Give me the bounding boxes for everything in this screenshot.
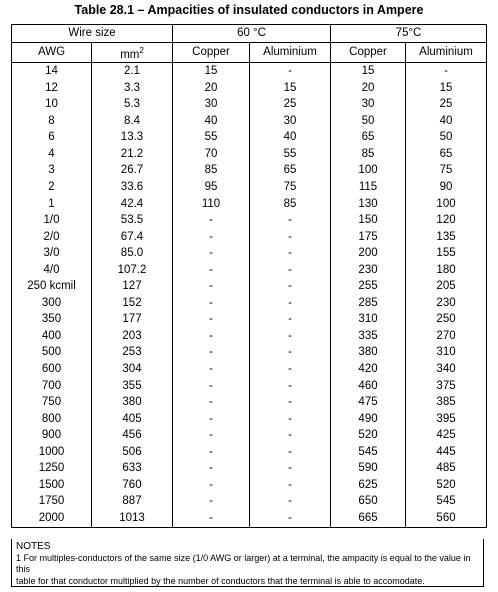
cell-copper-60: 70	[173, 146, 250, 163]
cell-aluminium-75: 90	[406, 179, 487, 196]
cell-copper-60: -	[173, 262, 250, 279]
cell-awg: 2	[12, 179, 92, 196]
cell-aluminium-60: 85	[250, 196, 331, 213]
table-row	[12, 444, 487, 461]
cell-copper-75: 230	[331, 262, 406, 279]
table-row	[12, 378, 487, 395]
cell-awg: 1750	[12, 494, 92, 511]
table-row	[12, 328, 487, 345]
cell-aluminium-75: 155	[406, 245, 487, 262]
cell-copper-60: -	[173, 494, 250, 511]
cell-aluminium-60: 75	[250, 179, 331, 196]
cell-mm2: 152	[92, 295, 173, 312]
cell-copper-75: 420	[331, 361, 406, 378]
cell-mm2: 67.4	[92, 229, 173, 246]
cell-copper-60: 30	[173, 97, 250, 114]
cell-aluminium-60: -	[250, 494, 331, 511]
cell-aluminium-75: 340	[406, 361, 487, 378]
cell-mm2: 21.2	[92, 146, 173, 163]
cell-aluminium-60: -	[250, 229, 331, 246]
cell-aluminium-75: 100	[406, 196, 487, 213]
cell-mm2: 887	[92, 494, 173, 511]
cell-mm2: 203	[92, 328, 173, 345]
notes-line-2: table for that conductor multiplied by the number of conductors that the terminal is able to accomodate.	[16, 575, 425, 586]
cell-aluminium-75: 120	[406, 212, 487, 229]
cell-awg: 6	[12, 130, 92, 147]
table-row	[12, 229, 487, 246]
cell-copper-75: 460	[331, 378, 406, 395]
notes-box	[11, 539, 484, 587]
cell-copper-75: 30	[331, 97, 406, 114]
table-row	[12, 212, 487, 229]
cell-awg: 3/0	[12, 245, 92, 262]
cell-aluminium-75: 180	[406, 262, 487, 279]
cell-copper-60: 20	[173, 80, 250, 97]
cell-mm2: 3.3	[92, 80, 173, 97]
cell-aluminium-75: -	[406, 63, 487, 80]
cell-mm2: 380	[92, 394, 173, 411]
cell-copper-75: 335	[331, 328, 406, 345]
cell-aluminium-60: -	[250, 444, 331, 461]
cell-aluminium-60: -	[250, 63, 331, 80]
cell-mm2: 760	[92, 477, 173, 494]
table-row	[12, 113, 487, 130]
cell-aluminium-60: 55	[250, 146, 331, 163]
table-row	[12, 461, 487, 478]
cell-awg: 500	[12, 345, 92, 362]
cell-aluminium-60: -	[250, 394, 331, 411]
cell-mm2: 85.0	[92, 245, 173, 262]
header-aluminium-75: Aluminium	[406, 42, 487, 63]
cell-copper-60: -	[173, 444, 250, 461]
header-mm2-superscript: 2	[139, 45, 144, 55]
table-row	[12, 262, 487, 279]
cell-aluminium-60: 30	[250, 113, 331, 130]
cell-copper-60: -	[173, 510, 250, 527]
cell-aluminium-75: 205	[406, 279, 487, 296]
cell-mm2: 506	[92, 444, 173, 461]
cell-awg: 14	[12, 63, 92, 80]
cell-mm2: 107.2	[92, 262, 173, 279]
table-row	[12, 345, 487, 362]
cell-mm2: 26.7	[92, 163, 173, 180]
cell-copper-60: -	[173, 361, 250, 378]
cell-aluminium-75: 485	[406, 461, 487, 478]
cell-aluminium-75: 75	[406, 163, 487, 180]
cell-awg: 1250	[12, 461, 92, 478]
cell-copper-60: -	[173, 477, 250, 494]
cell-aluminium-75: 560	[406, 510, 487, 527]
cell-aluminium-75: 65	[406, 146, 487, 163]
cell-copper-60: -	[173, 378, 250, 395]
cell-copper-60: -	[173, 312, 250, 329]
cell-mm2: 304	[92, 361, 173, 378]
cell-aluminium-75: 15	[406, 80, 487, 97]
cell-copper-75: 285	[331, 295, 406, 312]
cell-aluminium-75: 310	[406, 345, 487, 362]
cell-aluminium-60: 40	[250, 130, 331, 147]
cell-copper-75: 650	[331, 494, 406, 511]
cell-copper-60: 85	[173, 163, 250, 180]
cell-mm2: 127	[92, 279, 173, 296]
cell-aluminium-75: 545	[406, 494, 487, 511]
cell-aluminium-75: 425	[406, 427, 487, 444]
table-row	[12, 494, 487, 511]
cell-copper-60: 15	[173, 63, 250, 80]
cell-copper-60: -	[173, 461, 250, 478]
cell-aluminium-60: -	[250, 245, 331, 262]
header-row-columns	[12, 42, 487, 63]
cell-aluminium-75: 25	[406, 97, 487, 114]
cell-copper-75: 380	[331, 345, 406, 362]
cell-awg: 300	[12, 295, 92, 312]
cell-mm2: 8.4	[92, 113, 173, 130]
header-copper-75: Copper	[331, 42, 406, 63]
cell-copper-75: 665	[331, 510, 406, 527]
cell-copper-60: 110	[173, 196, 250, 213]
cell-aluminium-60: -	[250, 312, 331, 329]
cell-copper-75: 50	[331, 113, 406, 130]
cell-copper-75: 625	[331, 477, 406, 494]
cell-awg: 900	[12, 427, 92, 444]
cell-copper-60: 40	[173, 113, 250, 130]
cell-copper-60: -	[173, 279, 250, 296]
header-mm2-label: mm	[120, 48, 140, 61]
cell-mm2: 456	[92, 427, 173, 444]
cell-aluminium-75: 250	[406, 312, 487, 329]
cell-copper-75: 150	[331, 212, 406, 229]
cell-aluminium-60: -	[250, 262, 331, 279]
cell-copper-75: 85	[331, 146, 406, 163]
table-row	[12, 97, 487, 114]
table-row	[12, 163, 487, 180]
cell-mm2: 177	[92, 312, 173, 329]
cell-mm2: 405	[92, 411, 173, 428]
cell-aluminium-60: -	[250, 411, 331, 428]
cell-mm2: 53.5	[92, 212, 173, 229]
cell-aluminium-75: 395	[406, 411, 487, 428]
cell-copper-75: 520	[331, 427, 406, 444]
cell-mm2: 633	[92, 461, 173, 478]
cell-mm2: 1013	[92, 510, 173, 527]
table-row	[12, 312, 487, 329]
cell-copper-60: -	[173, 394, 250, 411]
cell-aluminium-75: 375	[406, 378, 487, 395]
cell-copper-75: 20	[331, 80, 406, 97]
header-aluminium-60: Aluminium	[250, 42, 331, 63]
header-row-group	[12, 25, 487, 43]
table-row	[12, 427, 487, 444]
cell-awg: 1/0	[12, 212, 92, 229]
table-row	[12, 130, 487, 147]
cell-copper-75: 130	[331, 196, 406, 213]
table-row	[12, 361, 487, 378]
cell-awg: 1000	[12, 444, 92, 461]
cell-copper-75: 475	[331, 394, 406, 411]
cell-copper-60: -	[173, 328, 250, 345]
cell-copper-75: 590	[331, 461, 406, 478]
notes-heading: NOTES	[16, 541, 51, 552]
table-row	[12, 80, 487, 97]
cell-aluminium-60: -	[250, 345, 331, 362]
cell-copper-60: -	[173, 411, 250, 428]
cell-aluminium-60: -	[250, 361, 331, 378]
cell-aluminium-75: 40	[406, 113, 487, 130]
cell-copper-75: 175	[331, 229, 406, 246]
cell-copper-75: 200	[331, 245, 406, 262]
table-row	[12, 477, 487, 494]
cell-copper-75: 490	[331, 411, 406, 428]
cell-aluminium-60: 15	[250, 80, 331, 97]
cell-aluminium-60: -	[250, 427, 331, 444]
cell-aluminium-60: 65	[250, 163, 331, 180]
cell-aluminium-75: 270	[406, 328, 487, 345]
cell-copper-60: -	[173, 212, 250, 229]
cell-aluminium-60: -	[250, 328, 331, 345]
cell-awg: 750	[12, 394, 92, 411]
cell-awg: 8	[12, 113, 92, 130]
cell-aluminium-60: -	[250, 279, 331, 296]
cell-copper-75: 255	[331, 279, 406, 296]
cell-copper-60: -	[173, 427, 250, 444]
cell-awg: 2/0	[12, 229, 92, 246]
table-row	[12, 63, 487, 80]
header-mm2	[92, 42, 173, 63]
cell-awg: 10	[12, 97, 92, 114]
table-row	[12, 196, 487, 213]
cell-mm2: 253	[92, 345, 173, 362]
cell-copper-75: 65	[331, 130, 406, 147]
cell-mm2: 33.6	[92, 179, 173, 196]
cell-copper-60: 55	[173, 130, 250, 147]
cell-mm2: 5.3	[92, 97, 173, 114]
cell-copper-75: 545	[331, 444, 406, 461]
cell-aluminium-60: -	[250, 295, 331, 312]
table-row	[12, 510, 487, 527]
cell-awg: 4/0	[12, 262, 92, 279]
table-row	[12, 295, 487, 312]
cell-aluminium-60: -	[250, 212, 331, 229]
cell-aluminium-75: 520	[406, 477, 487, 494]
cell-aluminium-75: 445	[406, 444, 487, 461]
cell-awg: 12	[12, 80, 92, 97]
cell-copper-75: 310	[331, 312, 406, 329]
cell-aluminium-60: -	[250, 510, 331, 527]
header-wire-size: Wire size	[12, 25, 173, 43]
cell-awg: 2000	[12, 510, 92, 527]
cell-copper-60: 95	[173, 179, 250, 196]
cell-aluminium-60: -	[250, 477, 331, 494]
table-row	[12, 245, 487, 262]
cell-awg: 600	[12, 361, 92, 378]
table-row	[12, 394, 487, 411]
cell-awg: 700	[12, 378, 92, 395]
cell-copper-60: -	[173, 245, 250, 262]
header-60c: 60 °C	[173, 25, 331, 43]
table-row	[12, 411, 487, 428]
cell-aluminium-75: 135	[406, 229, 487, 246]
cell-awg: 400	[12, 328, 92, 345]
cell-aluminium-60: 25	[250, 97, 331, 114]
cell-mm2: 42.4	[92, 196, 173, 213]
cell-awg: 800	[12, 411, 92, 428]
cell-copper-60: -	[173, 345, 250, 362]
notes-line-1: 1 For multiples-conductors of the same size (1/0 AWG or larger) at a terminal, the ampacity is equal to the value in this	[16, 552, 471, 574]
cell-mm2: 355	[92, 378, 173, 395]
table-row	[12, 279, 487, 296]
cell-awg: 1500	[12, 477, 92, 494]
header-75c: 75°C	[331, 25, 487, 43]
cell-copper-75: 100	[331, 163, 406, 180]
cell-aluminium-75: 230	[406, 295, 487, 312]
cell-mm2: 13.3	[92, 130, 173, 147]
table-row	[12, 146, 487, 163]
cell-awg: 3	[12, 163, 92, 180]
cell-copper-75: 15	[331, 63, 406, 80]
cell-aluminium-60: -	[250, 461, 331, 478]
ampacity-table	[11, 24, 487, 528]
cell-awg: 250 kcmil	[12, 279, 92, 296]
cell-awg: 350	[12, 312, 92, 329]
cell-aluminium-60: -	[250, 378, 331, 395]
cell-aluminium-75: 385	[406, 394, 487, 411]
cell-awg: 4	[12, 146, 92, 163]
cell-copper-60: -	[173, 295, 250, 312]
cell-copper-75: 115	[331, 179, 406, 196]
header-copper-60: Copper	[173, 42, 250, 63]
cell-awg: 1	[12, 196, 92, 213]
header-awg: AWG	[12, 42, 92, 63]
cell-aluminium-75: 50	[406, 130, 487, 147]
table-row	[12, 179, 487, 196]
cell-copper-60: -	[173, 229, 250, 246]
table-title: Table 28.1 – Ampacities of insulated conductors in Ampere	[74, 3, 424, 17]
cell-mm2: 2.1	[92, 63, 173, 80]
